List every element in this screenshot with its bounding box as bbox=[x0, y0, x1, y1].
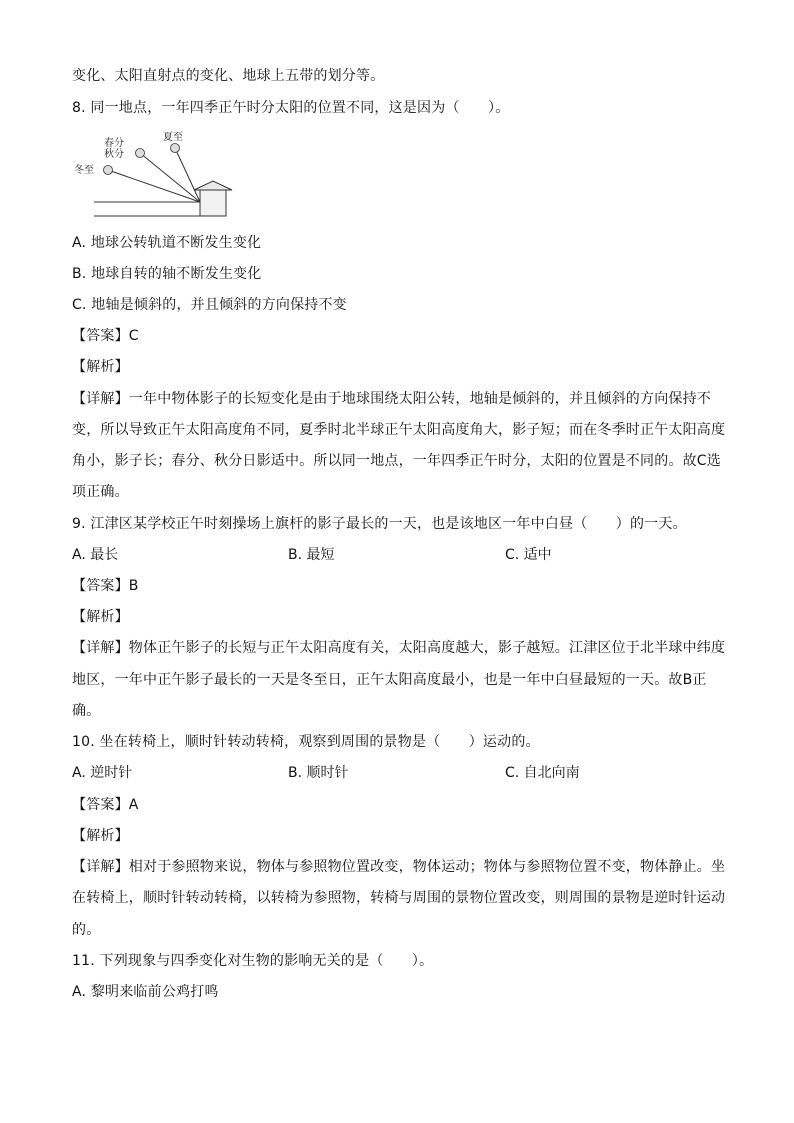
explanation-text: 的。 bbox=[72, 922, 101, 938]
analysis-label: 【解析】 bbox=[72, 609, 129, 625]
explanation-text: 角小，影子长；春分、秋分日影适中。所以同一地点，一年四季正午时分，太阳的位置是不同的。故C选 bbox=[72, 453, 721, 469]
option-b: B. 地球自转的轴不断发生变化 bbox=[72, 266, 262, 282]
label-winter-solstice: 冬至 bbox=[74, 165, 94, 176]
analysis-label: 【解析】 bbox=[72, 828, 129, 844]
label-summer-solstice: 夏至 bbox=[163, 132, 183, 143]
label-spring-equinox: 春分 bbox=[104, 138, 124, 149]
explanation-text: 变，所以导致正午太阳高度角不同，夏季时北半球正午太阳高度角大，影子短；而在冬季时正午太阳高度 bbox=[72, 422, 726, 438]
explanation-text: 确。 bbox=[72, 703, 101, 719]
question-11: 11. 下列现象与四季变化对生物的影响无关的是（ ）。 bbox=[72, 953, 434, 969]
explanation-text: 在转椅上，顺时针转动转椅，以转椅为参照物，转椅与周围的景物位置改变，则周围的景物是逆时针运动 bbox=[72, 890, 726, 906]
explanation-text: 【详解】一年中物体影子的长短变化是由于地球围绕太阳公转，地轴是倾斜的，并且倾斜的方向保持不 bbox=[72, 391, 711, 407]
q10-option-a: A. 逆时针 bbox=[72, 765, 133, 781]
q9-option-b: B. 最短 bbox=[288, 547, 335, 563]
answer-label: 【答案】C bbox=[72, 328, 139, 344]
explanation-text: 地区，一年中正午影子最长的一天是冬至日，正午太阳高度最小，也是一年中白昼最短的一天。故B正 bbox=[72, 672, 707, 688]
sun-position-diagram bbox=[70, 128, 240, 224]
q9-option-a: A. 最长 bbox=[72, 547, 119, 563]
analysis-label: 【解析】 bbox=[72, 359, 129, 375]
explanation-text: 项正确。 bbox=[72, 484, 129, 500]
text-line: 变化、太阳直射点的变化、地球上五带的划分等。 bbox=[72, 68, 385, 84]
option-a: A. 地球公转轨道不断发生变化 bbox=[72, 235, 262, 251]
q11-option-a: A. 黎明来临前公鸡打鸣 bbox=[72, 984, 219, 1000]
explanation-text: 【详解】相对于参照物来说，物体与参照物位置改变，物体运动；物体与参照物位置不变，物体静止。坐 bbox=[72, 859, 726, 875]
label-autumn-equinox: 秋分 bbox=[104, 149, 124, 160]
question-10: 10. 坐在转椅上，顺时针转动转椅，观察到周围的景物是（ ）运动的。 bbox=[72, 734, 540, 750]
question-9: 9. 江津区某学校正午时刻操场上旗杆的影子最长的一天，也是该地区一年中白昼（ ）的一天。 bbox=[72, 516, 687, 532]
question-8: 8. 同一地点，一年四季正午时分太阳的位置不同，这是因为（ ）。 bbox=[72, 100, 510, 116]
answer-label: 【答案】B bbox=[72, 578, 139, 594]
q10-option-b: B. 顺时针 bbox=[288, 765, 349, 781]
q10-option-c: C. 自北向南 bbox=[505, 765, 580, 781]
explanation-text: 【详解】物体正午影子的长短与正午太阳高度有关，太阳高度越大，影子越短。江津区位于北半球中纬度 bbox=[72, 640, 726, 656]
answer-label: 【答案】A bbox=[72, 797, 139, 813]
option-c: C. 地轴是倾斜的，并且倾斜的方向保持不变 bbox=[72, 297, 347, 313]
q9-option-c: C. 适中 bbox=[505, 547, 552, 563]
